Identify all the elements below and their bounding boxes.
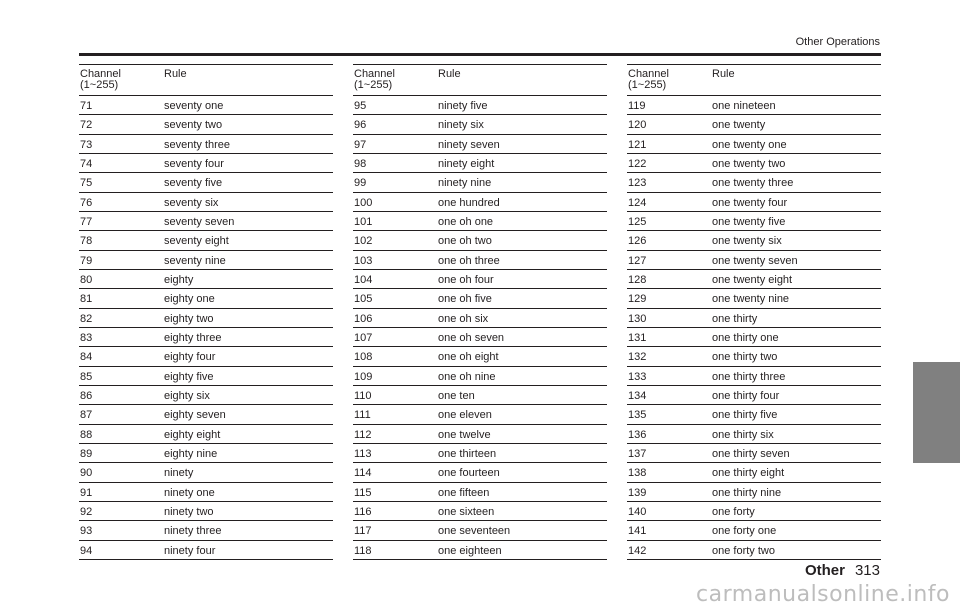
- channel-number: 106: [354, 312, 373, 325]
- table-row: [79, 309, 333, 328]
- channel-number: 103: [354, 254, 373, 267]
- channel-number: 88: [80, 428, 93, 441]
- table-row: [79, 212, 333, 231]
- channel-number: 108: [354, 351, 373, 364]
- channel-rule: one ten: [438, 389, 475, 402]
- channel-number: 72: [80, 119, 93, 132]
- table-row: [353, 96, 607, 115]
- channel-number: 101: [354, 215, 373, 228]
- table-row: [353, 444, 607, 463]
- channel-header-label: Channel: [628, 68, 669, 80]
- page-footer: [805, 562, 880, 579]
- section-title: Other Operations: [795, 36, 880, 48]
- channel-number: 135: [628, 409, 647, 422]
- channel-number: 130: [628, 312, 647, 325]
- channel-rule: one twenty eight: [712, 273, 793, 286]
- channel-number: 95: [354, 100, 367, 112]
- channel-rule: eighty one: [164, 293, 215, 306]
- channel-rule: ninety nine: [438, 177, 492, 190]
- channel-rule: eighty seven: [164, 409, 226, 422]
- channel-rule: one thirty seven: [712, 447, 790, 460]
- table-body: [353, 96, 607, 560]
- table-row: [79, 367, 333, 386]
- table-row: [627, 367, 881, 386]
- table-row: [627, 444, 881, 463]
- table-row: [627, 115, 881, 134]
- table-row: [79, 425, 333, 444]
- channel-number: 122: [628, 157, 647, 170]
- channel-rule: eighty five: [164, 370, 214, 383]
- table-row: [627, 270, 881, 289]
- channel-table-3: [627, 64, 881, 560]
- table-row: [627, 135, 881, 154]
- section-tab: [913, 362, 960, 463]
- table-row: [79, 541, 333, 560]
- channel-number: 132: [628, 351, 647, 364]
- channel-rule: one thirty eight: [712, 467, 785, 480]
- table-row: [627, 483, 881, 502]
- channel-number: 123: [628, 177, 647, 190]
- channel-number: 137: [628, 447, 647, 460]
- channel-rule: seventy six: [164, 196, 219, 209]
- channel-number: 90: [80, 467, 93, 480]
- table-header: [353, 64, 607, 96]
- channel-rule: one twenty five: [712, 215, 786, 228]
- table-header: [627, 64, 881, 96]
- channel-number: 84: [80, 351, 93, 364]
- channel-number: 89: [80, 447, 93, 460]
- table-row: [353, 173, 607, 192]
- channel-number: 79: [80, 254, 93, 267]
- channel-header: [354, 69, 395, 91]
- channel-rule: one nineteen: [712, 100, 776, 112]
- table-row: [627, 96, 881, 115]
- table-row: [79, 231, 333, 250]
- table-row: [79, 193, 333, 212]
- table-row: [353, 154, 607, 173]
- table-row: [353, 502, 607, 521]
- channel-number: 119: [628, 100, 646, 112]
- table-row: [79, 347, 333, 366]
- channel-number: 126: [628, 235, 647, 248]
- channel-number: 80: [80, 273, 93, 286]
- table-row: [627, 309, 881, 328]
- channel-number: 113: [354, 447, 372, 460]
- channel-number: 94: [80, 544, 93, 557]
- watermark: carmanualsonline.info: [696, 582, 950, 607]
- table-row: [79, 173, 333, 192]
- channel-rule: one forty one: [712, 525, 777, 538]
- channel-rule: eighty three: [164, 331, 222, 344]
- channel-rule: one twenty four: [712, 196, 788, 209]
- channel-rule: one thirty one: [712, 331, 779, 344]
- channel-rule: eighty eight: [164, 428, 221, 441]
- channel-number: 105: [354, 293, 373, 306]
- channel-number: 99: [354, 177, 367, 190]
- channel-rule: one thirty three: [712, 370, 786, 383]
- channel-rule: ninety four: [164, 544, 216, 557]
- table-row: [353, 328, 607, 347]
- table-row: [79, 115, 333, 134]
- table-row: [79, 154, 333, 173]
- channel-rule: one oh three: [438, 254, 500, 267]
- channel-number: 82: [80, 312, 93, 325]
- table-row: [79, 386, 333, 405]
- channel-number: 98: [354, 157, 367, 170]
- channel-number: 78: [80, 235, 93, 248]
- channel-rule: ninety one: [164, 486, 215, 499]
- channel-number: 71: [80, 100, 93, 112]
- channel-number: 125: [628, 215, 647, 228]
- channel-rule: one twenty two: [712, 157, 786, 170]
- channel-rule: eighty six: [164, 389, 210, 402]
- channel-rule: one thirteen: [438, 447, 497, 460]
- channel-number: 140: [628, 505, 647, 518]
- channel-rule: seventy eight: [164, 235, 229, 248]
- channel-rule: ninety: [164, 467, 194, 480]
- channel-number: 97: [354, 138, 367, 151]
- channel-rule: one oh four: [438, 273, 494, 286]
- table-row: [353, 425, 607, 444]
- channel-rule: one thirty nine: [712, 486, 782, 499]
- table-body: [627, 96, 881, 560]
- channel-number: 83: [80, 331, 93, 344]
- table-row: [79, 483, 333, 502]
- table-row: [353, 270, 607, 289]
- table-row: [79, 521, 333, 540]
- channel-number: 129: [628, 293, 647, 306]
- channel-rule: one oh seven: [438, 331, 505, 344]
- channel-rule: one twenty one: [712, 138, 787, 151]
- table-row: [627, 521, 881, 540]
- channel-number: 127: [628, 254, 647, 267]
- table-row: [353, 386, 607, 405]
- channel-rule: seventy two: [164, 119, 223, 132]
- channel-rule: seventy five: [164, 177, 223, 190]
- channel-rule: seventy one: [164, 100, 224, 112]
- table-row: [79, 502, 333, 521]
- page-number: 313: [854, 562, 880, 579]
- channel-number: 138: [628, 467, 647, 480]
- table-row: [353, 231, 607, 250]
- channel-rule: one twelve: [438, 428, 491, 441]
- table-row: [627, 154, 881, 173]
- channel-number: 128: [628, 273, 647, 286]
- channel-rule: one seventeen: [438, 525, 511, 538]
- channel-rule: one forty two: [712, 544, 775, 557]
- channel-number: 131: [628, 331, 647, 344]
- channel-table-1: [79, 64, 333, 560]
- table-row: [627, 463, 881, 482]
- table-row: [353, 463, 607, 482]
- channel-rule: eighty: [164, 273, 194, 286]
- channel-header: [628, 69, 669, 91]
- table-row: [79, 251, 333, 270]
- channel-rule: one thirty six: [712, 428, 774, 441]
- channel-rule: seventy four: [164, 157, 224, 170]
- table-row: [627, 289, 881, 308]
- table-row: [627, 425, 881, 444]
- table-row: [627, 347, 881, 366]
- channel-header-label: Channel: [354, 68, 395, 80]
- channel-number: 115: [354, 486, 372, 499]
- table-row: [353, 367, 607, 386]
- channel-number: 111: [354, 409, 371, 422]
- table-row: [353, 135, 607, 154]
- channel-number: 120: [628, 119, 647, 132]
- channel-rule: one eleven: [438, 409, 492, 422]
- channel-number: 141: [628, 525, 647, 538]
- channel-number: 93: [80, 525, 93, 538]
- channel-rule: one forty: [712, 505, 755, 518]
- channel-header-range: (1~255): [80, 79, 119, 91]
- rule-header: Rule: [164, 68, 187, 80]
- channel-rule: ninety six: [438, 119, 484, 132]
- table-row: [627, 328, 881, 347]
- table-row: [353, 115, 607, 134]
- channel-rule: eighty two: [164, 312, 214, 325]
- channel-rule: seventy seven: [164, 215, 235, 228]
- channel-rule: ninety three: [164, 525, 222, 538]
- channel-number: 85: [80, 370, 93, 383]
- channel-rule: eighty four: [164, 351, 216, 364]
- table-row: [353, 347, 607, 366]
- channel-number: 104: [354, 273, 373, 286]
- channel-number: 112: [354, 428, 372, 441]
- table-row: [353, 483, 607, 502]
- channel-number: 121: [628, 138, 647, 151]
- table-row: [627, 405, 881, 424]
- channel-rule: one thirty four: [712, 389, 780, 402]
- channel-rule: one oh two: [438, 235, 492, 248]
- table-row: [627, 502, 881, 521]
- table-row: [353, 405, 607, 424]
- table-row: [627, 193, 881, 212]
- channel-rule: one sixteen: [438, 505, 495, 518]
- channel-number: 124: [628, 196, 647, 209]
- table-header: [79, 64, 333, 96]
- table-row: [627, 251, 881, 270]
- channel-rule: one fifteen: [438, 486, 490, 499]
- table-row: [79, 463, 333, 482]
- channel-number: 96: [354, 119, 367, 132]
- channel-number: 110: [354, 389, 372, 402]
- channel-header-label: Channel: [80, 68, 121, 80]
- channel-rule: one thirty: [712, 312, 758, 325]
- channel-rule: seventy nine: [164, 254, 226, 267]
- channel-rule: one fourteen: [438, 467, 500, 480]
- channel-rule: ninety eight: [438, 157, 495, 170]
- channel-rule: eighty nine: [164, 447, 218, 460]
- channel-number: 116: [354, 505, 372, 518]
- channel-number: 109: [354, 370, 373, 383]
- channel-number: 133: [628, 370, 647, 383]
- channel-number: 118: [354, 544, 372, 557]
- table-row: [79, 444, 333, 463]
- channel-number: 77: [80, 215, 93, 228]
- channel-rule: one hundred: [438, 196, 500, 209]
- channel-header-range: (1~255): [628, 79, 667, 91]
- table-row: [79, 270, 333, 289]
- channel-number: 107: [354, 331, 373, 344]
- table-row: [627, 541, 881, 560]
- table-row: [627, 231, 881, 250]
- channel-rule: one oh eight: [438, 351, 499, 364]
- channel-number: 75: [80, 177, 93, 190]
- channel-rule: one twenty: [712, 119, 766, 132]
- rule-header: Rule: [712, 68, 735, 80]
- channel-table-2: [353, 64, 607, 560]
- channel-number: 76: [80, 196, 93, 209]
- channel-rule: ninety five: [438, 100, 488, 112]
- channel-rule: ninety two: [164, 505, 214, 518]
- channel-rule: one oh six: [438, 312, 489, 325]
- table-row: [353, 309, 607, 328]
- channel-rule: one oh nine: [438, 370, 496, 383]
- table-row: [353, 289, 607, 308]
- channel-rule: one twenty seven: [712, 254, 798, 267]
- channel-header: [80, 69, 121, 91]
- channel-number: 117: [354, 525, 372, 538]
- header-divider: [79, 53, 881, 56]
- table-row: [627, 212, 881, 231]
- table-row: [79, 328, 333, 347]
- channel-number: 87: [80, 409, 93, 422]
- footer-title: Other: [804, 562, 845, 579]
- channel-number: 114: [354, 467, 372, 480]
- channel-rule: one oh five: [438, 293, 492, 306]
- channel-number: 139: [628, 486, 647, 499]
- table-row: [353, 521, 607, 540]
- channel-rule: seventy three: [164, 138, 231, 151]
- channel-number: 134: [628, 389, 647, 402]
- table-row: [353, 193, 607, 212]
- channel-number: 100: [354, 196, 373, 209]
- channel-number: 91: [80, 486, 93, 499]
- channel-header-range: (1~255): [354, 79, 393, 91]
- channel-rule: one oh one: [438, 215, 494, 228]
- channel-rule: ninety seven: [438, 138, 500, 151]
- table-row: [627, 173, 881, 192]
- table-body: [79, 96, 333, 560]
- table-row: [79, 96, 333, 115]
- channel-rule: one eighteen: [438, 544, 502, 557]
- channel-rule: one twenty three: [712, 177, 794, 190]
- channel-number: 136: [628, 428, 647, 441]
- channel-number: 81: [80, 293, 93, 306]
- table-row: [353, 251, 607, 270]
- channel-rule: one thirty five: [712, 409, 778, 422]
- channel-number: 102: [354, 235, 373, 248]
- table-row: [353, 541, 607, 560]
- channel-number: 92: [80, 505, 93, 518]
- table-row: [79, 405, 333, 424]
- table-row: [79, 289, 333, 308]
- channel-rule: one twenty six: [712, 235, 782, 248]
- channel-rule: one twenty nine: [712, 293, 790, 306]
- channel-number: 142: [628, 544, 647, 557]
- channel-number: 73: [80, 138, 93, 151]
- rule-header: Rule: [438, 68, 461, 80]
- table-row: [627, 386, 881, 405]
- table-row: [79, 135, 333, 154]
- channel-number: 74: [80, 157, 93, 170]
- table-row: [353, 212, 607, 231]
- channel-number: 86: [80, 389, 93, 402]
- channel-rule: one thirty two: [712, 351, 778, 364]
